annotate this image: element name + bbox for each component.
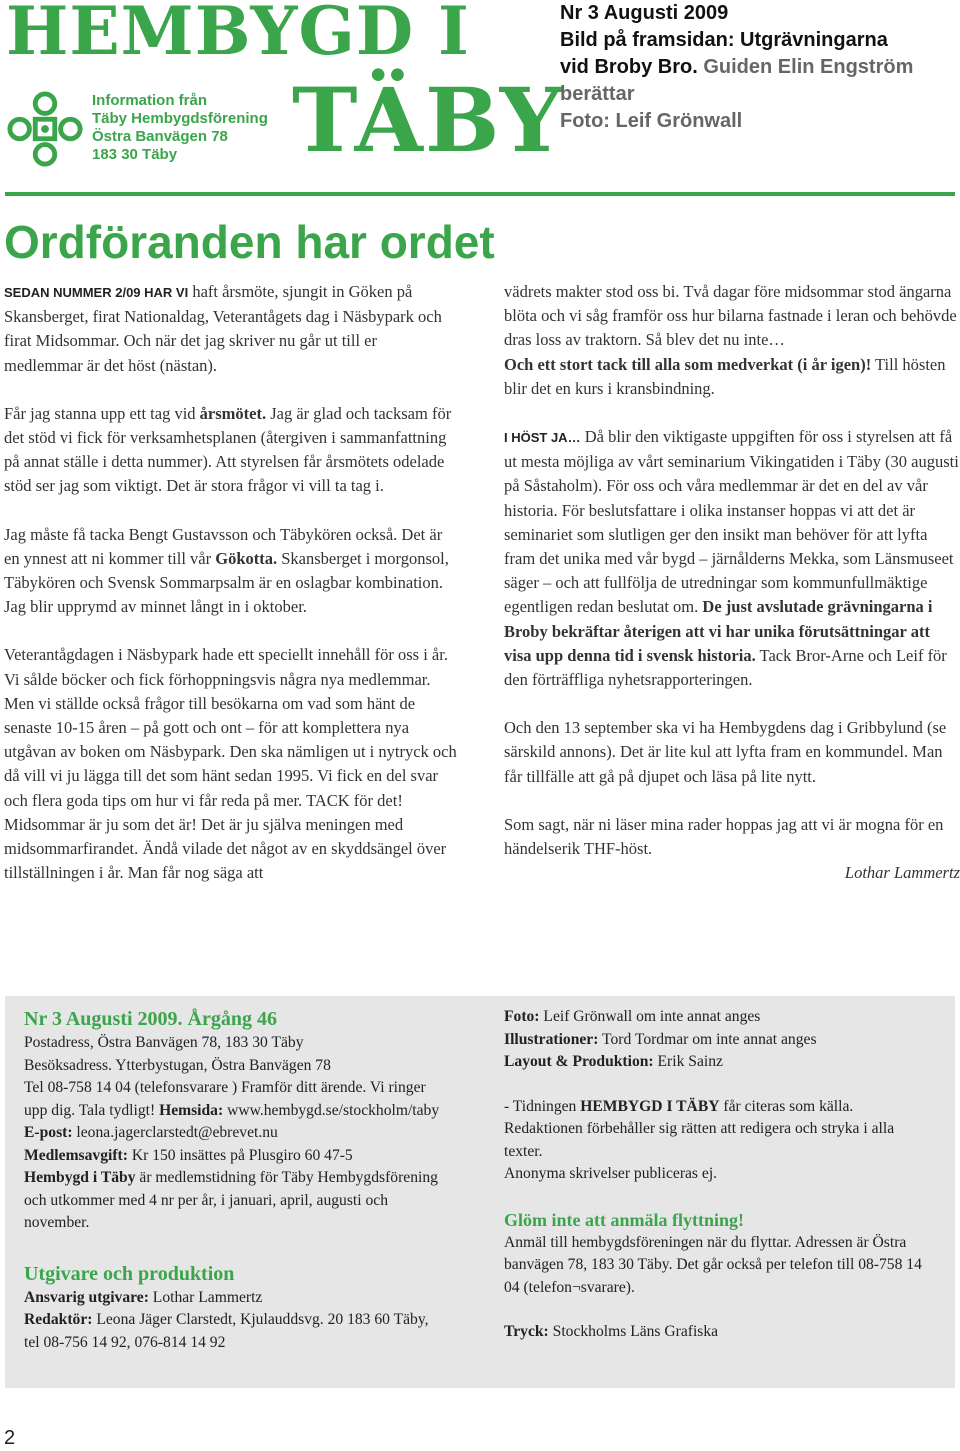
cover-caption — [560, 0, 960, 135]
paragraph: Veterantågdagen i Näsbypark hade ett speciellt innehåll för oss i år. Vi sålde böcker och fick förhoppningsvis några nya medlemmar. Men vi ställde också frågor till besökarna om vad som hänt de senaste 10-15 åren – på gott och ont – för att komplettera nya utgåvan av boken om Näsbypark. Den ska nämligen ut i nytryck och då vill vi ju lägga till det som hänt sedan 1995. Vi fick en del svar och flera goda tips om hur vi får reda på mer. TACK för det! — [4, 645, 457, 810]
paragraph-text: Jag måste få tacka Bengt Gustavsson och Täbykören också. Det är en ynnest att ni kommer till vår — [4, 524, 443, 568]
paragraph-text: vädrets makter stod oss bi. Två dagar före midsommar stod ängarna blöta och vi såg framför oss hur bilarna fastnade i leran och behövde dras loss av traktorn. Så blev det nu inte… — [504, 282, 957, 350]
colophon-line: Besöksadress. Ytterbystugan, Östra Banvägen 78 — [24, 1056, 331, 1074]
paragraph-text: Får jag stanna upp ett tag vid — [4, 403, 200, 423]
colophon-line — [24, 1122, 444, 1145]
colophon-text: Tel 08-758 14 04 (telefonsvarare ) Framför ditt ärende. Vi ringer upp dig. Tala tydligt! — [24, 1079, 426, 1119]
colophon-line — [504, 1006, 934, 1029]
colophon-text: är medlemstidning för Täby Hembygdsförening och utkommer med 4 nr per år, i januari, april, augusti och november. — [24, 1169, 438, 1231]
colophon-text: Leif Grönwall om inte annat anges — [539, 1008, 761, 1025]
masthead — [0, 0, 565, 185]
cover-caption-part: vid Broby Bro. — [560, 56, 698, 78]
paragraph-kicker: I HÖST JA… — [504, 430, 581, 446]
email-link[interactable]: leona.jagerclarstedt@ebrevet.nu — [72, 1124, 278, 1141]
masthead-title-taby: TÄBY — [292, 68, 565, 172]
colophon-label: Medlemsavgift: — [24, 1146, 128, 1164]
colophon-issue: Nr 3 Augusti 2009. Årgång 46 — [24, 1008, 277, 1030]
colophon-text: Tord Tordmar om inte annat anges — [598, 1030, 817, 1048]
colophon-line: Anonyma skrivelser publiceras ej. — [504, 1165, 718, 1182]
colophon-line — [24, 1309, 444, 1354]
paragraph-text: Jag är glad och tacksam för det stöd vi fick för verksamhetsplanen (återgiven i sammanfattning på annat ställe i detta nummer). Att styrelsen får årsmötets odelade stöd ser jag som viktigt. Det är stora frågor vi vill ta tag i. — [4, 403, 452, 496]
colophon-heading: Glöm inte att anmäla flyttning! — [504, 1209, 744, 1230]
paragraph — [4, 523, 459, 620]
colophon-label: Hemsida: — [159, 1101, 224, 1119]
paragraph-bold: Gökotta. — [215, 548, 278, 568]
colophon-label: Redaktör: — [24, 1311, 93, 1328]
cross-flower-icon — [6, 90, 84, 168]
colophon-line — [24, 1077, 444, 1122]
paragraph: Och den 13 september ska vi ha Hembygdens dag i Gribbylund (se särskild annons). Det är lite kul att lyfta fram en kommundel. Man får tillfälle att gå på djupet och läsa på lite nytt. — [504, 718, 947, 786]
colophon-label: Layout & Produktion: — [504, 1053, 654, 1070]
colophon-label: Illustrationer: — [504, 1030, 599, 1048]
colophon-label: Hembygd i Täby — [24, 1169, 136, 1186]
masthead-info-line: Östra Banvägen 78 — [92, 128, 228, 145]
paragraph — [4, 280, 459, 378]
colophon-label: Ansvarig utgivare: — [24, 1288, 149, 1306]
colophon-line — [24, 1167, 444, 1235]
article-column-right — [504, 280, 960, 885]
paragraph — [504, 280, 960, 401]
divider — [5, 192, 955, 196]
cover-caption-line: Bild på framsidan: Utgrävningarna — [560, 29, 888, 51]
paragraph-text: Då blir den viktigaste uppgiften för oss i styrelsen att få ut mesta möjliga av vårt seminarium Vikingatiden i Täby (30 augusti på Såstaholm). För oss och våra medlemmar är det en del av vår historia. För beslutsfattare i olika instanser hoppas vi att det är seminariet som slutligen ger den insikt man behöver för att lyfta fram det unika med vår bygd – järnålderns Mekka, som Länsmuseet säger – och att fullfölja de utredningar som kommunfullmäktige egentligen redan beslutat om. — [504, 427, 959, 617]
colophon-label: Foto: — [504, 1008, 540, 1025]
colophon-line — [504, 1096, 934, 1164]
masthead-info-line: 183 30 Täby — [92, 146, 178, 163]
masthead-info-line: Täby Hembygdsförening — [92, 110, 268, 127]
cover-caption-line — [560, 54, 960, 81]
paragraph-text: Skansberget i morgonsol, Täbykören och Svensk Sommarpsalm är en oslagbar kombination. Jag blir upprymd av minnet långt in i oktober. — [4, 548, 449, 617]
colophon-line — [24, 1287, 444, 1310]
paragraph-text: Tack Bror-Arne och Leif för den förträffliga nyhetsrapporteringen. — [504, 645, 947, 690]
paragraph-bold: De just avslutade grävningarna i Broby bekräftar återigen att vi har unika förutsättningar att visa upp denna tid i svensk historia. — [504, 597, 933, 665]
colophon-line: Postadress, Östra Banvägen 78, 183 30 Täby — [24, 1034, 304, 1051]
cover-caption-credit: Foto: Leif Grönwall — [560, 110, 743, 132]
article-heading: Ordföranden har ordet — [4, 216, 495, 268]
paragraph-kicker: SEDAN NUMMER 2/09 HAR VI — [4, 285, 189, 300]
paragraph — [504, 425, 960, 692]
masthead-info-line: Information från — [92, 92, 207, 109]
article-column-left — [4, 280, 459, 885]
colophon-label: E-post: — [24, 1124, 73, 1141]
page-number: 2 — [4, 1427, 16, 1449]
colophon-text: Kr 150 insättes på Plusgiro 60 47-5 — [127, 1146, 353, 1164]
masthead-title-hembygd: HEMBYGD I — [6, 0, 470, 70]
colophon-text: Stockholms Läns Grafiska — [548, 1323, 719, 1340]
paragraph-text: Till hösten blir det en kurs i kransbindning. — [504, 354, 946, 398]
colophon-right — [504, 1006, 934, 1344]
colophon-heading: Utgivare och produktion — [24, 1262, 235, 1285]
colophon-line — [504, 1321, 934, 1344]
colophon-left — [24, 1006, 444, 1354]
colophon-line — [504, 1051, 934, 1074]
cover-caption-line: berättar — [560, 83, 635, 105]
paragraph-text: haft årsmöte, sjungit in Göken på Skansberget, firat Nationaldag, Veterantågets dag i Näsbypark och firat Midsommar. Och när det jag skriver nu går ut till er medlemmar är det höst (nästan). — [4, 282, 442, 375]
colophon-label: Tryck: — [504, 1323, 549, 1340]
colophon-label: HEMBYGD I TÄBY — [580, 1097, 720, 1115]
colophon-line: Anmäl till hembygdsföreningen när du flyttar. Adressen är Östra banvägen 78, 183 30 Täby. Det går också per telefon till 08-758 14 04 (telefon¬svarare). — [504, 1233, 922, 1296]
website-link[interactable]: www.hembygd.se/stockholm/taby — [223, 1101, 440, 1119]
masthead-info — [92, 92, 268, 164]
paragraph: Som sagt, när ni läser mina rader hoppas jag att vi är mogna för en händelserik THF-höst. — [504, 814, 944, 859]
paragraph-bold: Och ett stort tack till alla som medverkat (i år igen)! — [504, 354, 872, 374]
colophon-text: Erik Sainz — [653, 1053, 723, 1070]
cover-caption-issue: Nr 3 Augusti 2009 — [560, 2, 729, 24]
colophon-text: - Tidningen — [504, 1097, 581, 1115]
colophon-line — [504, 1029, 934, 1052]
paragraph — [4, 402, 459, 499]
colophon-text: får citeras som källa. Redaktionen förbehåller sig rätten att redigera och stryka i alla texter. — [504, 1097, 895, 1160]
colophon-text: Leona Jäger Clarstedt, Kjulauddsvg. 20 183 60 Täby, tel 08-756 14 92, 076-814 14 92 — [24, 1311, 429, 1351]
colophon-line — [24, 1145, 444, 1168]
signature: Lothar Lammertz — [844, 863, 960, 883]
colophon-text: Lothar Lammertz — [148, 1288, 263, 1306]
cover-caption-part: Guiden Elin Engström — [697, 56, 914, 78]
paragraph: Midsommar är ju som det är! Det är ju själva meningen med midsommarfirandet. Ändå vilade det något av en skyddsängel över tillställningen i år. Man får nog säga att — [4, 814, 447, 883]
paragraph-bold: årsmötet. — [199, 403, 267, 423]
